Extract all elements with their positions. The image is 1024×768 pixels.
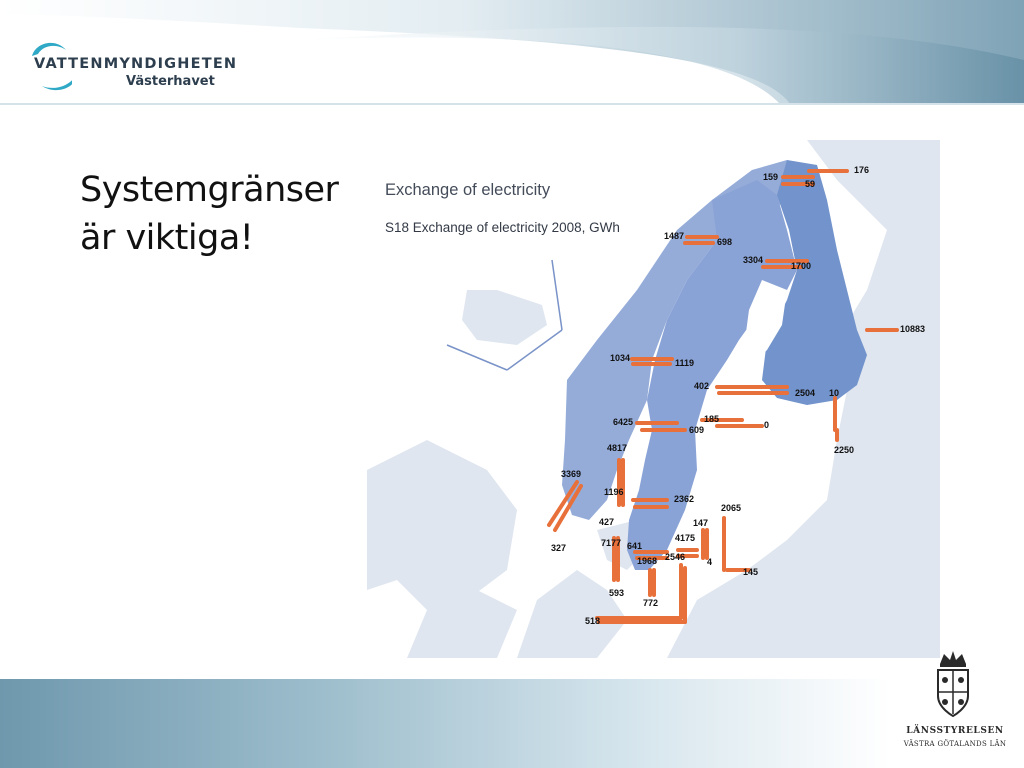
logo-title: VATTENMYNDIGHETEN — [34, 56, 238, 72]
organization-name: LÄNSSTYRELSEN — [906, 726, 1004, 736]
exchange-value-label: 2362 — [674, 494, 695, 504]
exchange-value-label: 698 — [717, 237, 733, 247]
exchange-value-label: 2065 — [721, 503, 742, 513]
exchange-value-label: 3369 — [561, 469, 582, 479]
exchange-value-label: 641 — [627, 541, 643, 551]
exchange-value-label: 59 — [805, 179, 816, 189]
exchange-value-label: 0 — [764, 420, 770, 430]
exchange-value-label: 772 — [643, 598, 659, 608]
exchange-value-label: 1196 — [604, 487, 624, 497]
exchange-value-label: 6425 — [613, 417, 634, 427]
exchange-value-label: 1034 — [610, 353, 631, 363]
exchange-value-label: 3304 — [743, 255, 764, 265]
exchange-value-label: 176 — [854, 165, 870, 175]
exchange-value-label: 147 — [693, 518, 709, 528]
slide-title-line-2: är viktiga! — [80, 218, 254, 258]
organization-region: VÄSTRA GÖTALANDS LÄN — [903, 740, 1007, 748]
map-subheading: S18 Exchange of electricity 2008, GWh — [385, 220, 620, 235]
exchange-value-label: 1968 — [637, 556, 658, 566]
slide-title — [80, 166, 338, 262]
coat-of-arms-icon — [930, 648, 976, 722]
exchange-value-label: 593 — [609, 588, 625, 598]
exchange-value-label: 1700 — [791, 261, 812, 271]
exchange-value-label: 1487 — [664, 231, 685, 241]
map-heading: Exchange of electricity — [385, 181, 551, 199]
electricity-exchange-map — [367, 140, 940, 658]
logo-subtitle: Västerhavet — [126, 74, 215, 89]
footer-band — [0, 679, 1024, 768]
exchange-value-label: 145 — [743, 567, 759, 577]
exchange-value-label: 518 — [585, 616, 601, 626]
exchange-value-label: 185 — [704, 414, 720, 424]
exchange-value-label: 609 — [689, 425, 705, 435]
exchange-value-label: 4817 — [607, 443, 628, 453]
exchange-value-label: 2250 — [834, 445, 855, 455]
exchange-value-label: 159 — [763, 172, 779, 182]
slide-title-line-1: Systemgränser — [80, 170, 339, 210]
exchange-value-label: 1119 — [675, 358, 695, 368]
exchange-value-label: 2504 — [795, 388, 816, 398]
exchange-value-label: 402 — [694, 381, 710, 391]
exchange-value-label: 7177 — [601, 538, 622, 548]
header-banner — [0, 0, 1024, 110]
exchange-value-label: 10883 — [900, 324, 926, 334]
exchange-value-label: 10 — [829, 388, 840, 398]
exchange-value-label: 4 — [707, 557, 713, 567]
exchange-value-label: 327 — [551, 543, 567, 553]
exchange-value-label: 2546 — [665, 552, 686, 562]
exchange-value-label: 4175 — [675, 533, 696, 543]
exchange-value-label: 427 — [599, 517, 615, 527]
